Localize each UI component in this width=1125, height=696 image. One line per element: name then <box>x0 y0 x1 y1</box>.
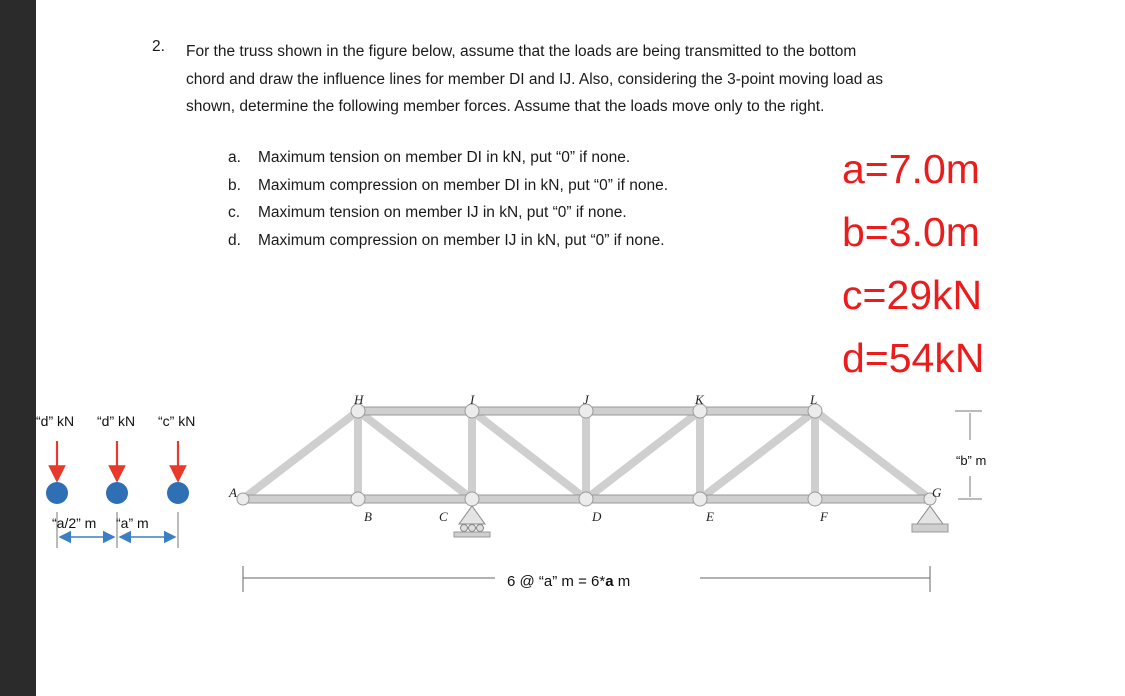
sub-question-label: c. <box>228 204 241 221</box>
node-label: D <box>592 509 602 524</box>
truss-members <box>243 407 930 503</box>
sub-question-text: Maximum compression on member IJ in kN, put “0” if none. <box>258 231 665 249</box>
node-label: C <box>439 509 448 524</box>
joint-B <box>351 492 365 506</box>
joint-A <box>237 493 249 505</box>
wheel-icon <box>106 482 128 504</box>
node-label: E <box>706 509 714 524</box>
span-label: 6 @ “a” m = 6*a m <box>507 573 631 590</box>
diagonal-ID <box>472 411 586 499</box>
node-label: G <box>932 485 942 500</box>
load-label: “d” kN <box>97 413 136 429</box>
spacing-label: “a” m <box>116 515 149 531</box>
node-label: K <box>695 392 704 407</box>
question-line: shown, determine the following member forces. Assume that the loads move only to the right. <box>186 98 825 115</box>
height-label: “b” m <box>956 453 987 468</box>
node-label: J <box>583 392 589 407</box>
question-number: 2. <box>152 38 165 55</box>
end-diagonal-right <box>815 411 930 499</box>
joint-F <box>808 492 822 506</box>
wheel-icon <box>46 482 68 504</box>
sub-question-label: d. <box>228 231 241 249</box>
parameter-a: a=7.0m <box>842 146 980 192</box>
question-line: For the truss shown in the figure below, assume that the loads are being transmitted to the bottom <box>186 43 857 60</box>
node-label: L <box>810 392 818 407</box>
node-label: A <box>229 485 237 500</box>
joint-E <box>693 492 707 506</box>
pin-support-icon <box>912 506 948 532</box>
sub-question-label: b. <box>228 176 241 194</box>
joint-D <box>579 492 593 506</box>
diagonal-HC <box>358 411 472 499</box>
spacing-label: “a/2” m <box>52 515 97 531</box>
node-label: H <box>354 392 364 407</box>
node-label: F <box>820 509 828 524</box>
node-label: B <box>364 509 372 524</box>
pin-support-icon <box>454 506 490 537</box>
sub-question-text: Maximum tension on member IJ in kN, put “0” if none. <box>258 204 627 221</box>
sub-question-text: Maximum compression on member DI in kN, put “0” if none. <box>258 176 669 194</box>
load-label: “c” kN <box>158 413 196 429</box>
wheel-icon <box>167 482 189 504</box>
end-diagonal-left <box>243 411 358 499</box>
diagonal-EL <box>700 411 815 499</box>
parameter-b: b=3.0m <box>842 209 980 255</box>
parameter-c: c=29kN <box>842 272 983 318</box>
sub-question-text: Maximum tension on member DI in kN, put “0” if none. <box>258 149 631 166</box>
joint-C <box>465 492 479 506</box>
question-line: chord and draw the influence lines for member DI and IJ. Also, considering the 3-point moving load as <box>186 70 884 88</box>
parameter-d: d=54kN <box>842 335 985 381</box>
sub-question-label: a. <box>228 149 241 166</box>
node-label: I <box>470 392 475 407</box>
load-label: “d” kN <box>36 413 75 429</box>
moving-load-group <box>36 413 195 548</box>
diagonal-DK <box>586 411 700 499</box>
